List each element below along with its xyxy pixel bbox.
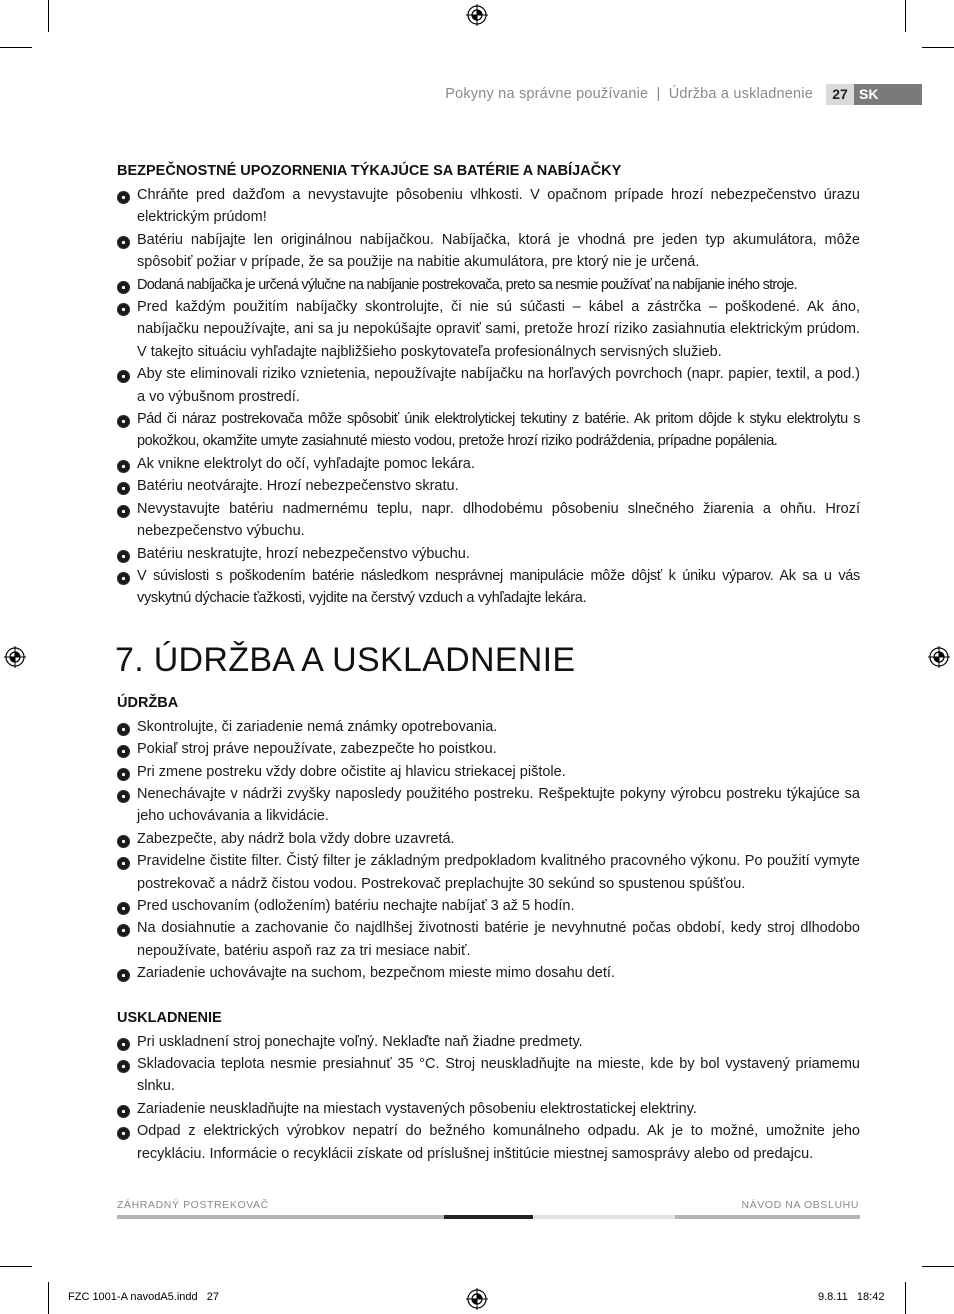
section-title: 7. ÚDRŽBA A USKLADNENIE [115,640,576,679]
registration-mark-icon [928,646,950,668]
gear-bullet-icon [117,721,130,734]
print-slug-date: 9.8.11 18:42 [818,1291,885,1303]
print-slug-file: FZC 1001-A navodA5.indd 27 [68,1291,220,1303]
list-item: Pred každým použitím nabíjačky skontrolujte, či nie sú súčasti – kábel a zástrčka – poškodené. Ak áno, nabíjačku nepoužívajte, ani sa ju nepokúšajte opraviť sami, pretože hrozí riziko zasiahnutia elektrickým prúdom. V takejto situáciu vyhľadajte najbližšieho poskytovateľa profesionálnych servisných služieb. [117,296,860,363]
running-header [445,86,813,102]
list-item: Dodaná nabíjačka je určená výlučne na nabíjanie postrekovača, preto sa nesmie používať na nabíjanie iného stroje. [117,274,860,296]
crop-mark [0,1266,32,1267]
list-item: Skontrolujte, či zariadenie nemá známky opotrebovania. [117,716,860,738]
list-item: V súvislosti s poškodením batérie následkom nesprávnej manipulácie môže dôjsť k úniku výparov. Ak sa u vás vyskytnú dýchacie ťažkosti, vyjdite na čerstvý vzduch a vyhľadajte lekára. [117,565,860,610]
maintenance-list [117,716,860,985]
list-item: Pád či náraz postrekovača môže spôsobiť únik elektrolytickej tekutiny z batérie. Ak pritom dôjde k styku elektrolytu s pokožkou, okamžite umyte zasiahnuté miesto vodou, pretože hrozí riziko podráždenia, prípadne popálenia. [117,408,860,453]
storage-list [117,1031,860,1165]
gear-bullet-icon [117,788,130,801]
list-item: Odpad z elektrických výrobkov nepatrí do bežného komunálneho odpadu. Ak je to možné, umožnite jeho recykláciu. Informácie o recyklácii získate od príslušnej inštitúcie miestnej samosprávy alebo od predajcu. [117,1120,860,1165]
gear-bullet-icon [117,301,130,314]
footer-rule [444,1215,533,1219]
crop-mark [48,0,49,32]
list-item: Skladovacia teplota nesmie presiahnuť 35 °C. Stroj neuskladňujte na mieste, kde by bol vystavený priamemu slnku. [117,1053,860,1098]
crop-mark [922,1266,954,1267]
page-content [117,160,860,1165]
list-item: Pokiaľ stroj práve nepoužívate, zabezpečte ho poistkou. [117,738,860,760]
list-item: Nevystavujte batériu nadmernému teplu, napr. dlhodobému pôsobeniu slnečného žiarenia a ohňu. Hrozí nebezpečenstvo výbuchu. [117,498,860,543]
list-item: Pred uschovaním (odložením) batériu nechajte nabíjať 3 až 5 hodín. [117,895,860,917]
registration-mark-icon [466,1288,488,1310]
list-item: Zabezpečte, aby nádrž bola vždy dobre uzavretá. [117,828,860,850]
registration-mark-icon [4,646,26,668]
gear-bullet-icon [117,548,130,561]
list-item: Batériu neskratujte, hrozí nebezpečenstvo výbuchu. [117,543,860,565]
header-chapter: Pokyny na správne používanie [445,86,649,102]
crop-mark [905,1282,906,1314]
gear-bullet-icon [117,1036,130,1049]
gear-bullet-icon [117,1125,130,1138]
list-item: Na dosiahnutie a zachovanie čo najdlhšej životnosti batérie je nevyhnutné počas období, kedy stroj dlhodobo nepoužívate, batériu aspoň raz za tri mesiace nabiť. [117,917,860,962]
gear-bullet-icon [117,368,130,381]
page-tab [826,84,922,105]
gear-bullet-icon [117,833,130,846]
list-item: Chráňte pred dažďom a nevystavujte pôsobeniu vlhkosti. V opačnom prípade hrozí nebezpečenstvo úrazu elektrickým prúdom! [117,184,860,229]
header-separator: | [656,86,661,102]
gear-bullet-icon [117,922,130,935]
gear-bullet-icon [117,480,130,493]
gear-bullet-icon [117,743,130,756]
crop-mark [0,47,32,48]
gear-bullet-icon [117,1058,130,1071]
list-item: Batériu neotvárajte. Hrozí nebezpečenstvo skratu. [117,475,860,497]
list-item: Aby ste eliminovali riziko vznietenia, nepoužívajte nabíjačku na horľavých povrchoch (napr. papier, textil, a pod.) a vo výbušnom prostredí. [117,363,860,408]
crop-mark [48,1282,49,1314]
list-item: Zariadenie uchovávajte na suchom, bezpečnom mieste mimo dosahu detí. [117,962,860,984]
crop-mark [922,47,954,48]
gear-bullet-icon [117,967,130,980]
list-item: Batériu nabíjajte len originálnou nabíjačkou. Nabíjačka, ktorá je vhodná pre jeden typ akumulátora, môže spôsobiť požiar v prípade, že sa použije na nabitie akumulátora, pre ktorý nie je určená. [117,229,860,274]
page-number: 27 [826,84,854,105]
footer-rule [675,1215,860,1219]
maintenance-heading: ÚDRŽBA [117,694,179,711]
gear-bullet-icon [117,570,130,583]
safety-list [117,184,860,610]
gear-bullet-icon [117,766,130,779]
gear-bullet-icon [117,1103,130,1116]
gear-bullet-icon [117,900,130,913]
footer-product: ZÁHRADNÝ POSTREKOVAČ [117,1199,269,1211]
gear-bullet-icon [117,503,130,516]
header-section: Údržba a uskladnenie [668,86,813,102]
gear-bullet-icon [117,855,130,868]
list-item: Pri uskladnení stroj ponechajte voľný. Neklaďte naň žiadne predmety. [117,1031,860,1053]
safety-heading: BEZPEČNOSTNÉ UPOZORNENIA TÝKAJÚCE SA BATÉRIE A NABÍJAČKY [117,163,622,179]
gear-bullet-icon [117,189,130,202]
footer-rule [533,1215,675,1219]
gear-bullet-icon [117,413,130,426]
list-item: Ak vnikne elektrolyt do očí, vyhľadajte pomoc lekára. [117,453,860,475]
crop-mark [905,0,906,32]
gear-bullet-icon [117,458,130,471]
gear-bullet-icon [117,234,130,247]
spacer [117,985,860,1007]
footer-manual: NÁVOD NA OBSLUHU [741,1199,859,1211]
list-item: Pri zmene postreku vždy dobre očistite aj hlavicu striekacej pištole. [117,761,860,783]
gear-bullet-icon [117,279,130,292]
language-code: SK [854,84,922,105]
registration-mark-icon [466,4,488,26]
list-item: Pravidelne čistite filter. Čistý filter je základným predpokladom kvalitného pracovného výkonu. Po použití vymyte postrekovač a nádrž čistou vodou. Postrekovač preplachujte 30 sekúnd so spustenou spúšťou. [117,850,860,895]
list-item: Nenechávajte v nádrži zvyšky naposledy použitého postreku. Rešpektujte pokyny výrobcu postreku týkajúce sa jeho uchovávania a likvidácie. [117,783,860,828]
storage-heading: USKLADNENIE [117,1009,222,1026]
footer-rule [117,1215,444,1219]
list-item: Zariadenie neuskladňujte na miestach vystavených pôsobeniu elektrostatickej elektriny. [117,1098,860,1120]
